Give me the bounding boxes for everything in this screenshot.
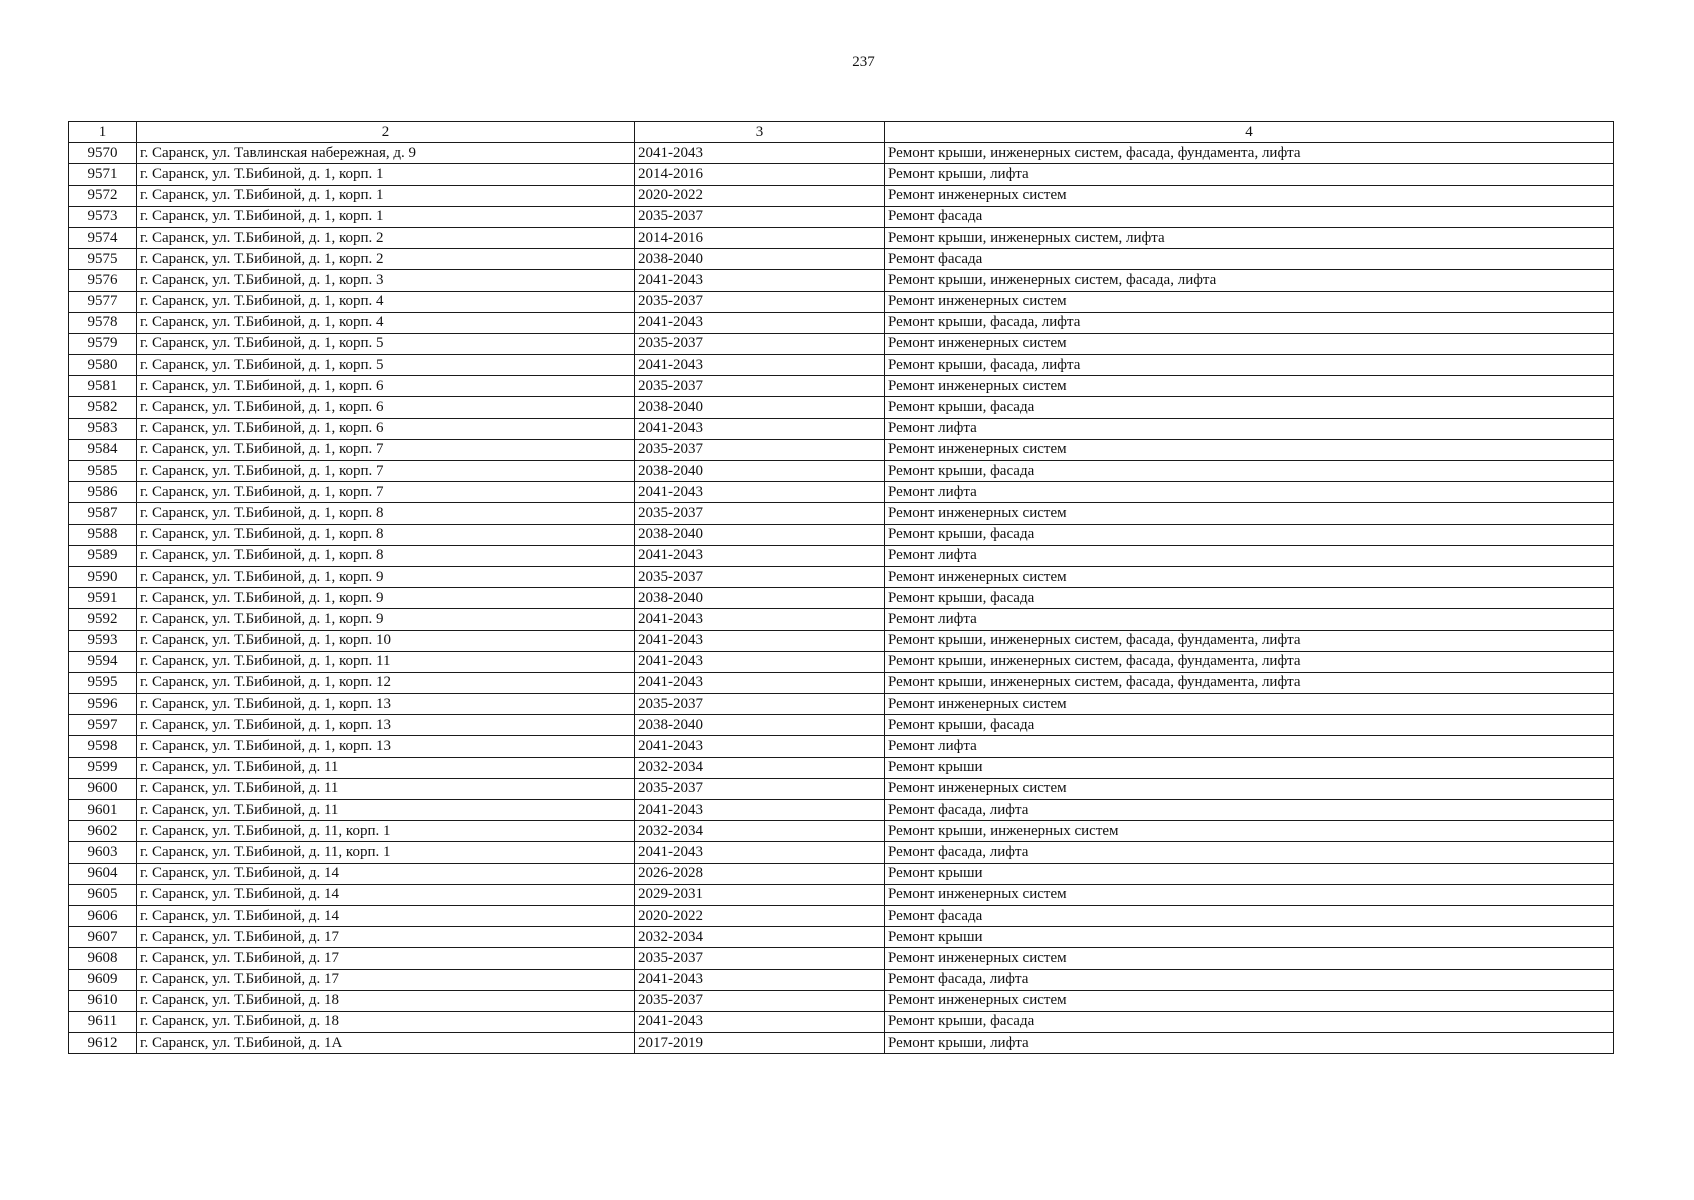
address-cell: г. Саранск, ул. Т.Бибиной, д. 14 bbox=[137, 884, 635, 905]
address-cell: г. Саранск, ул. Т.Бибиной, д. 1, корп. 1 bbox=[137, 185, 635, 206]
work-type-cell: Ремонт крыши, фасада bbox=[885, 1011, 1614, 1032]
table-row bbox=[69, 948, 1614, 969]
row-number-cell: 9596 bbox=[69, 694, 137, 715]
work-type-cell: Ремонт инженерных систем bbox=[885, 884, 1614, 905]
table-row bbox=[69, 249, 1614, 270]
address-cell: г. Саранск, ул. Т.Бибиной, д. 17 bbox=[137, 948, 635, 969]
address-cell: г. Саранск, ул. Т.Бибиной, д. 1, корп. 6 bbox=[137, 397, 635, 418]
address-cell: г. Саранск, ул. Т.Бибиной, д. 1, корп. 3 bbox=[137, 270, 635, 291]
row-number-cell: 9583 bbox=[69, 418, 137, 439]
table-row bbox=[69, 333, 1614, 354]
table-row bbox=[69, 927, 1614, 948]
address-cell: г. Саранск, ул. Т.Бибиной, д. 1, корп. 13 bbox=[137, 715, 635, 736]
table-row bbox=[69, 1011, 1614, 1032]
period-cell: 2041-2043 bbox=[635, 672, 885, 693]
repair-schedule-table bbox=[68, 121, 1614, 1054]
address-cell: г. Саранск, ул. Т.Бибиной, д. 11 bbox=[137, 800, 635, 821]
work-type-cell: Ремонт крыши bbox=[885, 757, 1614, 778]
work-type-cell: Ремонт крыши, инженерных систем, лифта bbox=[885, 227, 1614, 248]
work-type-cell: Ремонт фасада, лифта bbox=[885, 969, 1614, 990]
address-cell: г. Саранск, ул. Т.Бибиной, д. 1, корп. 12 bbox=[137, 672, 635, 693]
table-row bbox=[69, 736, 1614, 757]
table-row bbox=[69, 439, 1614, 460]
column-header-work: 4 bbox=[885, 122, 1614, 143]
work-type-cell: Ремонт инженерных систем bbox=[885, 778, 1614, 799]
row-number-cell: 9576 bbox=[69, 270, 137, 291]
address-cell: г. Саранск, ул. Т.Бибиной, д. 17 bbox=[137, 927, 635, 948]
row-number-cell: 9570 bbox=[69, 143, 137, 164]
work-type-cell: Ремонт инженерных систем bbox=[885, 185, 1614, 206]
table-row bbox=[69, 270, 1614, 291]
period-cell: 2038-2040 bbox=[635, 588, 885, 609]
row-number-cell: 9605 bbox=[69, 884, 137, 905]
address-cell: г. Саранск, ул. Т.Бибиной, д. 1, корп. 7 bbox=[137, 439, 635, 460]
table-row bbox=[69, 312, 1614, 333]
row-number-cell: 9582 bbox=[69, 397, 137, 418]
work-type-cell: Ремонт крыши, инженерных систем, фасада, фундамента, лифта bbox=[885, 630, 1614, 651]
table-row bbox=[69, 461, 1614, 482]
table-row bbox=[69, 778, 1614, 799]
row-number-cell: 9572 bbox=[69, 185, 137, 206]
row-number-cell: 9580 bbox=[69, 355, 137, 376]
period-cell: 2035-2037 bbox=[635, 990, 885, 1011]
period-cell: 2032-2034 bbox=[635, 757, 885, 778]
table-row bbox=[69, 715, 1614, 736]
address-cell: г. Саранск, ул. Т.Бибиной, д. 1, корп. 9 bbox=[137, 609, 635, 630]
row-number-cell: 9595 bbox=[69, 672, 137, 693]
row-number-cell: 9574 bbox=[69, 227, 137, 248]
period-cell: 2038-2040 bbox=[635, 461, 885, 482]
table-row bbox=[69, 185, 1614, 206]
work-type-cell: Ремонт крыши, фасада, лифта bbox=[885, 312, 1614, 333]
period-cell: 2041-2043 bbox=[635, 418, 885, 439]
row-number-cell: 9603 bbox=[69, 842, 137, 863]
address-cell: г. Саранск, ул. Т.Бибиной, д. 1, корп. 2 bbox=[137, 249, 635, 270]
work-type-cell: Ремонт крыши, лифта bbox=[885, 164, 1614, 185]
period-cell: 2038-2040 bbox=[635, 715, 885, 736]
column-header-address: 2 bbox=[137, 122, 635, 143]
row-number-cell: 9593 bbox=[69, 630, 137, 651]
period-cell: 2041-2043 bbox=[635, 609, 885, 630]
period-cell: 2038-2040 bbox=[635, 397, 885, 418]
row-number-cell: 9597 bbox=[69, 715, 137, 736]
address-cell: г. Саранск, ул. Т.Бибиной, д. 1, корп. 4 bbox=[137, 312, 635, 333]
work-type-cell: Ремонт лифта bbox=[885, 736, 1614, 757]
row-number-cell: 9585 bbox=[69, 461, 137, 482]
address-cell: г. Саранск, ул. Т.Бибиной, д. 1, корп. 7 bbox=[137, 482, 635, 503]
address-cell: г. Саранск, ул. Т.Бибиной, д. 1, корп. 13 bbox=[137, 736, 635, 757]
period-cell: 2041-2043 bbox=[635, 143, 885, 164]
row-number-cell: 9611 bbox=[69, 1011, 137, 1032]
table-row bbox=[69, 630, 1614, 651]
address-cell: г. Саранск, ул. Т.Бибиной, д. 11, корп. 1 bbox=[137, 842, 635, 863]
row-number-cell: 9589 bbox=[69, 545, 137, 566]
row-number-cell: 9599 bbox=[69, 757, 137, 778]
table-row bbox=[69, 482, 1614, 503]
table-row bbox=[69, 694, 1614, 715]
period-cell: 2041-2043 bbox=[635, 355, 885, 376]
row-number-cell: 9592 bbox=[69, 609, 137, 630]
address-cell: г. Саранск, ул. Т.Бибиной, д. 18 bbox=[137, 1011, 635, 1032]
address-cell: г. Саранск, ул. Т.Бибиной, д. 1А bbox=[137, 1033, 635, 1054]
work-type-cell: Ремонт инженерных систем bbox=[885, 694, 1614, 715]
table-row bbox=[69, 418, 1614, 439]
column-header-period: 3 bbox=[635, 122, 885, 143]
work-type-cell: Ремонт крыши, фасада bbox=[885, 397, 1614, 418]
period-cell: 2032-2034 bbox=[635, 821, 885, 842]
address-cell: г. Саранск, ул. Т.Бибиной, д. 1, корп. 2 bbox=[137, 227, 635, 248]
address-cell: г. Саранск, ул. Т.Бибиной, д. 11 bbox=[137, 778, 635, 799]
table-row bbox=[69, 291, 1614, 312]
period-cell: 2041-2043 bbox=[635, 1011, 885, 1032]
work-type-cell: Ремонт лифта bbox=[885, 418, 1614, 439]
period-cell: 2035-2037 bbox=[635, 566, 885, 587]
period-cell: 2038-2040 bbox=[635, 249, 885, 270]
period-cell: 2041-2043 bbox=[635, 736, 885, 757]
work-type-cell: Ремонт фасада bbox=[885, 905, 1614, 926]
period-cell: 2026-2028 bbox=[635, 863, 885, 884]
period-cell: 2035-2037 bbox=[635, 291, 885, 312]
address-cell: г. Саранск, ул. Т.Бибиной, д. 1, корп. 11 bbox=[137, 651, 635, 672]
period-cell: 2014-2016 bbox=[635, 227, 885, 248]
row-number-cell: 9604 bbox=[69, 863, 137, 884]
work-type-cell: Ремонт инженерных систем bbox=[885, 291, 1614, 312]
row-number-cell: 9608 bbox=[69, 948, 137, 969]
work-type-cell: Ремонт лифта bbox=[885, 609, 1614, 630]
address-cell: г. Саранск, ул. Т.Бибиной, д. 11, корп. 1 bbox=[137, 821, 635, 842]
row-number-cell: 9612 bbox=[69, 1033, 137, 1054]
period-cell: 2041-2043 bbox=[635, 630, 885, 651]
work-type-cell: Ремонт крыши, фасада bbox=[885, 461, 1614, 482]
work-type-cell: Ремонт крыши, фасада bbox=[885, 715, 1614, 736]
work-type-cell: Ремонт инженерных систем bbox=[885, 990, 1614, 1011]
address-cell: г. Саранск, ул. Т.Бибиной, д. 1, корп. 8 bbox=[137, 503, 635, 524]
row-number-cell: 9598 bbox=[69, 736, 137, 757]
row-number-cell: 9609 bbox=[69, 969, 137, 990]
address-cell: г. Саранск, ул. Т.Бибиной, д. 14 bbox=[137, 905, 635, 926]
period-cell: 2041-2043 bbox=[635, 800, 885, 821]
row-number-cell: 9573 bbox=[69, 206, 137, 227]
work-type-cell: Ремонт крыши, лифта bbox=[885, 1033, 1614, 1054]
table-row bbox=[69, 227, 1614, 248]
address-cell: г. Саранск, ул. Т.Бибиной, д. 1, корп. 1 bbox=[137, 164, 635, 185]
table-body bbox=[69, 143, 1614, 1054]
work-type-cell: Ремонт фасада bbox=[885, 249, 1614, 270]
work-type-cell: Ремонт крыши, фасада bbox=[885, 524, 1614, 545]
column-header-number: 1 bbox=[69, 122, 137, 143]
period-cell: 2017-2019 bbox=[635, 1033, 885, 1054]
address-cell: г. Саранск, ул. Т.Бибиной, д. 18 bbox=[137, 990, 635, 1011]
table-row bbox=[69, 588, 1614, 609]
table-row bbox=[69, 503, 1614, 524]
address-cell: г. Саранск, ул. Т.Бибиной, д. 14 bbox=[137, 863, 635, 884]
table-row bbox=[69, 397, 1614, 418]
table-row bbox=[69, 545, 1614, 566]
address-cell: г. Саранск, ул. Т.Бибиной, д. 1, корп. 9 bbox=[137, 588, 635, 609]
period-cell: 2041-2043 bbox=[635, 482, 885, 503]
row-number-cell: 9600 bbox=[69, 778, 137, 799]
row-number-cell: 9575 bbox=[69, 249, 137, 270]
table-row bbox=[69, 905, 1614, 926]
table-row bbox=[69, 524, 1614, 545]
address-cell: г. Саранск, ул. Т.Бибиной, д. 1, корп. 8 bbox=[137, 545, 635, 566]
work-type-cell: Ремонт инженерных систем bbox=[885, 503, 1614, 524]
row-number-cell: 9571 bbox=[69, 164, 137, 185]
period-cell: 2035-2037 bbox=[635, 694, 885, 715]
address-cell: г. Саранск, ул. Т.Бибиной, д. 11 bbox=[137, 757, 635, 778]
period-cell: 2035-2037 bbox=[635, 206, 885, 227]
table-row bbox=[69, 206, 1614, 227]
period-cell: 2035-2037 bbox=[635, 503, 885, 524]
work-type-cell: Ремонт крыши bbox=[885, 863, 1614, 884]
period-cell: 2035-2037 bbox=[635, 333, 885, 354]
period-cell: 2035-2037 bbox=[635, 948, 885, 969]
work-type-cell: Ремонт крыши, фасада, лифта bbox=[885, 355, 1614, 376]
table-row bbox=[69, 863, 1614, 884]
period-cell: 2041-2043 bbox=[635, 270, 885, 291]
work-type-cell: Ремонт инженерных систем bbox=[885, 333, 1614, 354]
work-type-cell: Ремонт лифта bbox=[885, 545, 1614, 566]
row-number-cell: 9579 bbox=[69, 333, 137, 354]
table-row bbox=[69, 651, 1614, 672]
period-cell: 2020-2022 bbox=[635, 905, 885, 926]
address-cell: г. Саранск, ул. Т.Бибиной, д. 1, корп. 7 bbox=[137, 461, 635, 482]
row-number-cell: 9584 bbox=[69, 439, 137, 460]
work-type-cell: Ремонт крыши, инженерных систем, фасада, фундамента, лифта bbox=[885, 143, 1614, 164]
work-type-cell: Ремонт лифта bbox=[885, 482, 1614, 503]
table-row bbox=[69, 164, 1614, 185]
period-cell: 2041-2043 bbox=[635, 312, 885, 333]
work-type-cell: Ремонт инженерных систем bbox=[885, 376, 1614, 397]
table-row bbox=[69, 800, 1614, 821]
row-number-cell: 9610 bbox=[69, 990, 137, 1011]
address-cell: г. Саранск, ул. Т.Бибиной, д. 1, корп. 6 bbox=[137, 376, 635, 397]
period-cell: 2014-2016 bbox=[635, 164, 885, 185]
work-type-cell: Ремонт фасада, лифта bbox=[885, 800, 1614, 821]
table-row bbox=[69, 376, 1614, 397]
row-number-cell: 9578 bbox=[69, 312, 137, 333]
page-number: 237 bbox=[852, 54, 875, 70]
address-cell: г. Саранск, ул. Т.Бибиной, д. 1, корп. 5 bbox=[137, 355, 635, 376]
table-row bbox=[69, 609, 1614, 630]
work-type-cell: Ремонт фасада bbox=[885, 206, 1614, 227]
work-type-cell: Ремонт фасада, лифта bbox=[885, 842, 1614, 863]
period-cell: 2032-2034 bbox=[635, 927, 885, 948]
period-cell: 2029-2031 bbox=[635, 884, 885, 905]
table-row bbox=[69, 672, 1614, 693]
address-cell: г. Саранск, ул. Т.Бибиной, д. 1, корп. 4 bbox=[137, 291, 635, 312]
row-number-cell: 9581 bbox=[69, 376, 137, 397]
address-cell: г. Саранск, ул. Т.Бибиной, д. 1, корп. 1 bbox=[137, 206, 635, 227]
table-row bbox=[69, 757, 1614, 778]
address-cell: г. Саранск, ул. Т.Бибиной, д. 1, корп. 13 bbox=[137, 694, 635, 715]
period-cell: 2041-2043 bbox=[635, 545, 885, 566]
address-cell: г. Саранск, ул. Т.Бибиной, д. 1, корп. 8 bbox=[137, 524, 635, 545]
row-number-cell: 9587 bbox=[69, 503, 137, 524]
header-row bbox=[69, 122, 1614, 143]
address-cell: г. Саранск, ул. Т.Бибиной, д. 1, корп. 10 bbox=[137, 630, 635, 651]
period-cell: 2035-2037 bbox=[635, 778, 885, 799]
row-number-cell: 9601 bbox=[69, 800, 137, 821]
period-cell: 2041-2043 bbox=[635, 969, 885, 990]
row-number-cell: 9588 bbox=[69, 524, 137, 545]
table-row bbox=[69, 990, 1614, 1011]
period-cell: 2041-2043 bbox=[635, 842, 885, 863]
work-type-cell: Ремонт крыши, инженерных систем, фасада, фундамента, лифта bbox=[885, 651, 1614, 672]
work-type-cell: Ремонт крыши, инженерных систем bbox=[885, 821, 1614, 842]
row-number-cell: 9590 bbox=[69, 566, 137, 587]
row-number-cell: 9594 bbox=[69, 651, 137, 672]
row-number-cell: 9607 bbox=[69, 927, 137, 948]
work-type-cell: Ремонт инженерных систем bbox=[885, 948, 1614, 969]
row-number-cell: 9586 bbox=[69, 482, 137, 503]
period-cell: 2038-2040 bbox=[635, 524, 885, 545]
table-header bbox=[69, 122, 1614, 143]
table-row bbox=[69, 884, 1614, 905]
row-number-cell: 9591 bbox=[69, 588, 137, 609]
work-type-cell: Ремонт инженерных систем bbox=[885, 439, 1614, 460]
period-cell: 2020-2022 bbox=[635, 185, 885, 206]
row-number-cell: 9577 bbox=[69, 291, 137, 312]
address-cell: г. Саранск, ул. Т.Бибиной, д. 1, корп. 9 bbox=[137, 566, 635, 587]
work-type-cell: Ремонт инженерных систем bbox=[885, 566, 1614, 587]
address-cell: г. Саранск, ул. Тавлинская набережная, д. 9 bbox=[137, 143, 635, 164]
work-type-cell: Ремонт крыши, инженерных систем, фасада, лифта bbox=[885, 270, 1614, 291]
row-number-cell: 9606 bbox=[69, 905, 137, 926]
work-type-cell: Ремонт крыши, фасада bbox=[885, 588, 1614, 609]
address-cell: г. Саранск, ул. Т.Бибиной, д. 17 bbox=[137, 969, 635, 990]
row-number-cell: 9602 bbox=[69, 821, 137, 842]
table-row bbox=[69, 821, 1614, 842]
table-row bbox=[69, 969, 1614, 990]
table-row bbox=[69, 566, 1614, 587]
period-cell: 2041-2043 bbox=[635, 651, 885, 672]
table-row bbox=[69, 143, 1614, 164]
address-cell: г. Саранск, ул. Т.Бибиной, д. 1, корп. 6 bbox=[137, 418, 635, 439]
period-cell: 2035-2037 bbox=[635, 376, 885, 397]
address-cell: г. Саранск, ул. Т.Бибиной, д. 1, корп. 5 bbox=[137, 333, 635, 354]
table-row bbox=[69, 1033, 1614, 1054]
work-type-cell: Ремонт крыши bbox=[885, 927, 1614, 948]
work-type-cell: Ремонт крыши, инженерных систем, фасада, фундамента, лифта bbox=[885, 672, 1614, 693]
table-row bbox=[69, 842, 1614, 863]
table-row bbox=[69, 355, 1614, 376]
period-cell: 2035-2037 bbox=[635, 439, 885, 460]
